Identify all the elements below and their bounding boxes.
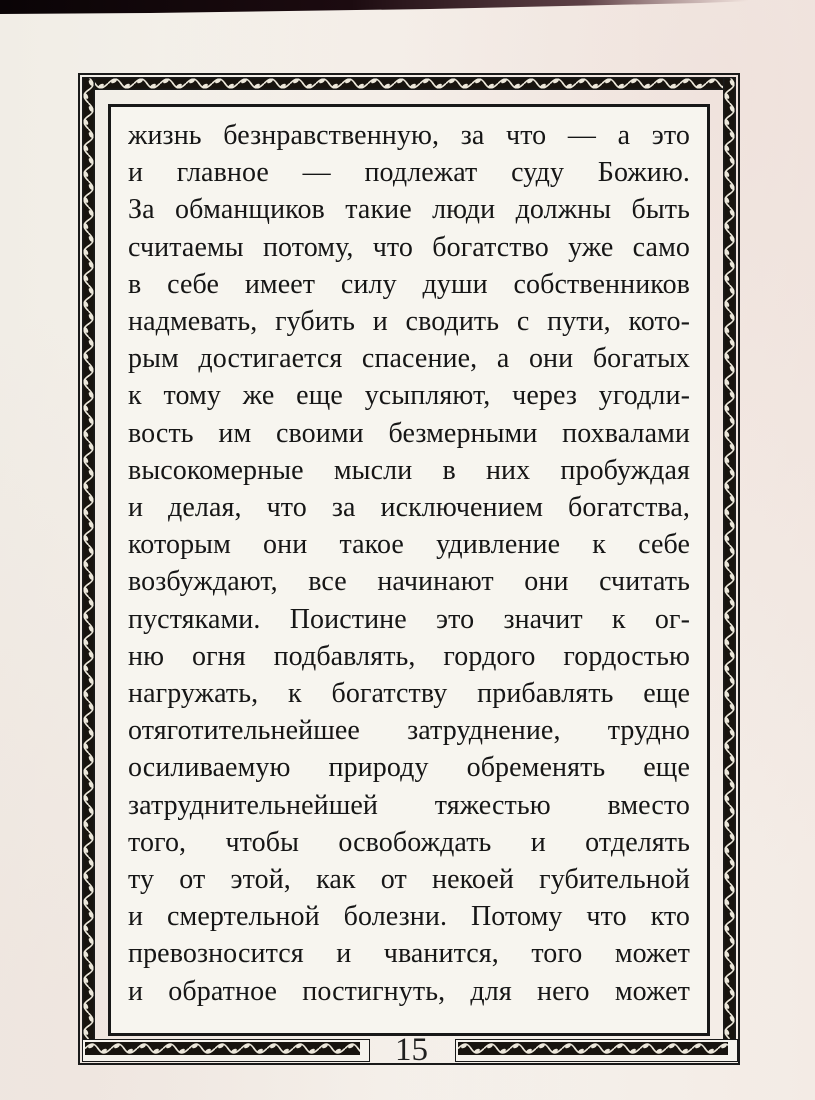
page-number: 15 xyxy=(395,1032,428,1068)
text-line: осиливаемую природу обременять еще xyxy=(128,752,690,784)
text-line: затруднительнейшей тяжестью вместо xyxy=(128,789,690,821)
text-line: возбуждают, все начинают они считать xyxy=(128,566,690,598)
text-frame xyxy=(108,104,710,1036)
ornament-border-right xyxy=(723,77,736,1061)
text-line: которым они такое удивление к себе xyxy=(128,529,690,561)
scan-edge-artifact xyxy=(0,0,815,20)
text-line: высокомерные мысли в них пробуждая xyxy=(128,454,690,486)
text-line: нагружать, к богатству прибавлять еще xyxy=(128,678,690,710)
ornament-border-bottom-right xyxy=(455,1039,738,1062)
text-line: За обманщиков такие люди должны быть xyxy=(128,194,690,226)
ornament-border-bottom-left xyxy=(82,1039,370,1062)
text-line: превозносится и чванится, того может xyxy=(128,938,690,970)
text-line: вость им своими безмерными похвалами xyxy=(128,417,690,449)
text-line: к тому же еще усыпляют, через угодли- xyxy=(128,380,690,412)
ornamental-frame xyxy=(78,73,740,1068)
text-line: и смертельной болезни. Потому что кто xyxy=(128,901,690,933)
ornament-border-left xyxy=(82,77,95,1061)
ornament-border-top xyxy=(82,77,732,90)
text-line: в себе имеет силу души собственников xyxy=(128,268,690,300)
text-line: того, чтобы освобождать и отделять xyxy=(128,826,690,858)
text-line: рым достигается спасение, а они богатых xyxy=(128,343,690,375)
text-line: и делая, что за исключением богатства, xyxy=(128,492,690,524)
text-line: отяготительнейшее затруднение, трудно xyxy=(128,715,690,747)
text-line: ню огня подбавлять, гордого гордостью xyxy=(128,640,690,672)
body-text xyxy=(128,117,690,1027)
text-line: надмевать, губить и сводить с пути, кото- xyxy=(128,306,690,338)
text-line: считаемы потому, что богатство уже само xyxy=(128,231,690,263)
text-line: пустяками. Поистине это значит к ог- xyxy=(128,603,690,635)
text-line: жизнь безнравственную, за что — а это xyxy=(128,120,690,151)
text-line: ту от этой, как от некоей губительной xyxy=(128,864,690,896)
text-line: и обратное постигнуть, для него может xyxy=(128,975,690,1007)
text-line: и главное — подлежат суду Божию. xyxy=(128,157,690,189)
